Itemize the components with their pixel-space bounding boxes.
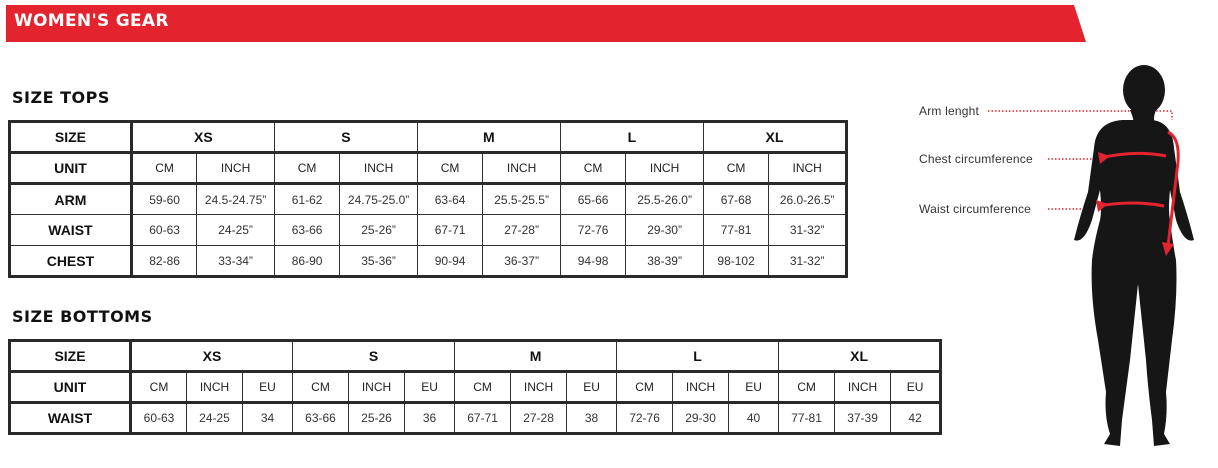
bottoms-section-title: SIZE BOTTOMS [12, 307, 153, 326]
row-label-arm: ARM [10, 184, 132, 215]
unit-header-cm: CM [703, 153, 768, 184]
unit-header-cm: CM [131, 153, 196, 184]
row-label-waist: WAIST [10, 403, 131, 434]
table-cell: 63-66 [293, 403, 349, 434]
unit-header-cm: CM [274, 153, 339, 184]
table-cell: 86-90 [274, 246, 339, 277]
size-row-label: SIZE [10, 122, 132, 153]
table-cell: 25-26 [349, 403, 405, 434]
table-cell: 72-76 [617, 403, 673, 434]
table-cell: 24.5-24.75” [197, 184, 275, 215]
size-header-xl: XL [703, 122, 846, 153]
unit-header-inch: INCH [349, 372, 405, 403]
table-cell: 77-81 [703, 215, 768, 246]
unit-row-label: UNIT [10, 153, 132, 184]
table-cell: 38 [567, 403, 617, 434]
size-header-m: M [455, 341, 617, 372]
table-cell: 42 [891, 403, 941, 434]
unit-header-inch: INCH [835, 372, 891, 403]
female-silhouette-icon [1060, 60, 1218, 468]
table-cell: 24-25 [187, 403, 243, 434]
table-cell: 25-26” [340, 215, 418, 246]
table-cell: 40 [729, 403, 779, 434]
chest-circumference-label: Chest circumference [919, 152, 1033, 166]
unit-header-cm: CM [560, 153, 625, 184]
unit-header-cm: CM [131, 372, 187, 403]
unit-header-inch: INCH [483, 153, 561, 184]
unit-header-eu: EU [405, 372, 455, 403]
table-cell: 27-28” [483, 215, 561, 246]
unit-header-cm: CM [455, 372, 511, 403]
banner-title: WOMEN'S GEAR [14, 11, 169, 31]
size-header-l: L [560, 122, 703, 153]
table-cell: 31-32” [769, 215, 847, 246]
table-cell: 60-63 [131, 403, 187, 434]
table-cell: 94-98 [560, 246, 625, 277]
table-cell: 37-39 [835, 403, 891, 434]
unit-header-eu: EU [729, 372, 779, 403]
table-cell: 90-94 [417, 246, 482, 277]
unit-header-cm: CM [293, 372, 349, 403]
table-cell: 61-62 [274, 184, 339, 215]
size-header-m: M [417, 122, 560, 153]
arm-length-label: Arm lenght [919, 104, 980, 118]
waist-circumference-label: Waist circumference [919, 202, 1032, 216]
table-cell: 98-102 [703, 246, 768, 277]
table-cell: 63-66 [274, 215, 339, 246]
unit-header-eu: EU [891, 372, 941, 403]
table-cell: 65-66 [560, 184, 625, 215]
row-label-waist: WAIST [10, 215, 132, 246]
table-cell: 29-30 [673, 403, 729, 434]
unit-header-inch: INCH [673, 372, 729, 403]
table-cell: 59-60 [131, 184, 196, 215]
table-cell: 63-64 [417, 184, 482, 215]
unit-header-cm: CM [779, 372, 835, 403]
table-cell: 67-71 [455, 403, 511, 434]
unit-header-inch: INCH [197, 153, 275, 184]
table-cell: 25.5-26.0” [626, 184, 704, 215]
unit-header-eu: EU [243, 372, 293, 403]
table-cell: 26.0-26.5” [769, 184, 847, 215]
unit-header-eu: EU [567, 372, 617, 403]
table-cell: 60-63 [131, 215, 196, 246]
unit-header-inch: INCH [511, 372, 567, 403]
table-cell: 27-28 [511, 403, 567, 434]
size-header-xs: XS [131, 341, 293, 372]
row-label-chest: CHEST [10, 246, 132, 277]
table-cell: 72-76 [560, 215, 625, 246]
table-cell: 67-71 [417, 215, 482, 246]
table-cell: 38-39” [626, 246, 704, 277]
table-cell: 29-30” [626, 215, 704, 246]
unit-header-inch: INCH [340, 153, 418, 184]
table-cell: 24-25” [197, 215, 275, 246]
table-cell: 24.75-25.0” [340, 184, 418, 215]
table-cell: 77-81 [779, 403, 835, 434]
unit-header-inch: INCH [187, 372, 243, 403]
tops-section-title: SIZE TOPS [12, 88, 110, 107]
table-cell: 34 [243, 403, 293, 434]
size-row-label: SIZE [10, 341, 131, 372]
table-cell: 67-68 [703, 184, 768, 215]
size-header-xs: XS [131, 122, 274, 153]
size-header-s: S [293, 341, 455, 372]
unit-header-inch: INCH [769, 153, 847, 184]
size-header-l: L [617, 341, 779, 372]
table-cell: 35-36” [340, 246, 418, 277]
table-cell: 33-34” [197, 246, 275, 277]
table-cell: 36-37” [483, 246, 561, 277]
unit-row-label: UNIT [10, 372, 131, 403]
size-header-xl: XL [779, 341, 941, 372]
unit-header-inch: INCH [626, 153, 704, 184]
size-header-s: S [274, 122, 417, 153]
unit-header-cm: CM [617, 372, 673, 403]
table-cell: 31-32” [769, 246, 847, 277]
table-cell: 25.5-25.5” [483, 184, 561, 215]
table-cell: 82-86 [131, 246, 196, 277]
unit-header-cm: CM [417, 153, 482, 184]
table-cell: 36 [405, 403, 455, 434]
